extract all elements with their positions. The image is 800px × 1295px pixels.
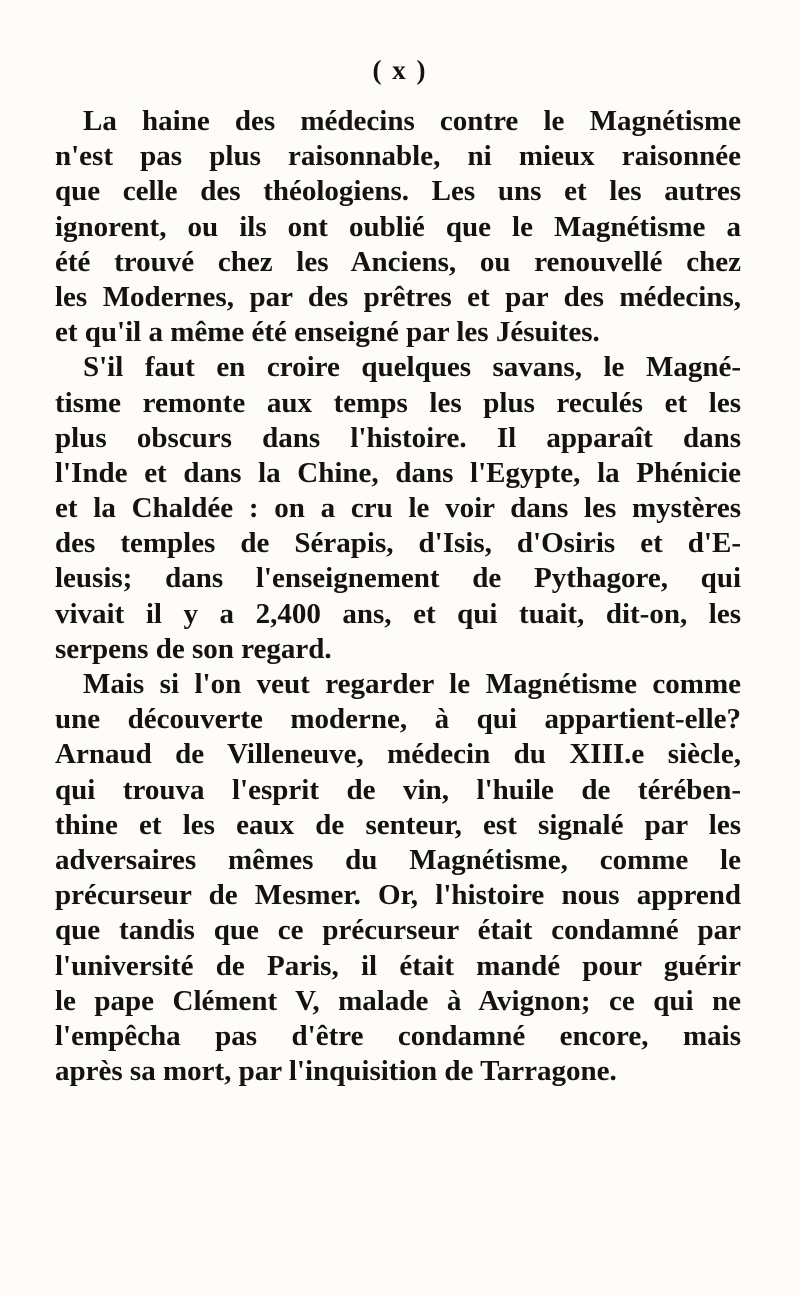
text-line: Arnaud de Villeneuve, médecin du XIII.e siècle, — [55, 738, 741, 771]
text-line: plus obscurs dans l'histoire. Il apparaît dans — [55, 421, 741, 454]
text-line: vivait il y a 2,400 ans, et qui tuait, dit-on, les — [55, 597, 741, 630]
text-line: des temples de Sérapis, d'Isis, d'Osiris et d'E- — [55, 527, 741, 560]
text-line: n'est pas plus raisonnable, ni mieux raisonnée — [55, 140, 741, 173]
text-line: une découverte moderne, à qui appartient-elle? — [55, 703, 741, 736]
text-line: tisme remonte aux temps les plus reculés et les — [55, 386, 741, 419]
page-body-text — [55, 104, 741, 1089]
text-line: leusis; dans l'enseignement de Pythagore, qui — [55, 562, 741, 595]
text-line: le pape Clément V, malade à Avignon; ce qui ne — [55, 984, 741, 1017]
text-line: qui trouva l'esprit de vin, l'huile de térében- — [55, 773, 741, 806]
text-line: thine et les eaux de senteur, est signalé par les — [55, 808, 741, 841]
text-line: serpens de son regard. — [55, 632, 332, 665]
page-number: ( x ) — [372, 55, 428, 85]
text-line: adversaires mêmes du Magnétisme, comme le — [55, 843, 741, 876]
text-line: ignorent, ou ils ont oublié que le Magnétisme a — [55, 210, 741, 243]
text-line: Mais si l'on veut regarder le Magnétisme comme — [83, 668, 741, 700]
text-line: été trouvé chez les Anciens, ou renouvellé chez — [55, 245, 741, 278]
text-line: l'Inde et dans la Chine, dans l'Egypte, la Phénicie — [55, 456, 741, 489]
text-line: et qu'il a même été enseigné par les Jésuites. — [55, 316, 600, 349]
text-line: que celle des théologiens. Les uns et les autres — [55, 175, 741, 208]
text-line: l'université de Paris, il était mandé pour guérir — [55, 949, 741, 982]
text-line: S'il faut en croire quelques savans, le Magné- — [83, 351, 741, 384]
text-line: les Modernes, par des prêtres et par des médecins, — [55, 280, 741, 313]
text-line: après sa mort, par l'inquisition de Tarragone. — [55, 1055, 617, 1088]
text-line: La haine des médecins contre le Magnétisme — [83, 105, 741, 137]
text-line: précurseur de Mesmer. Or, l'histoire nous apprend — [55, 879, 741, 912]
text-line: que tandis que ce précurseur était condamné par — [55, 914, 741, 947]
text-line: et la Chaldée : on a cru le voir dans les mystères — [55, 492, 741, 525]
text-line: l'empêcha pas d'être condamné encore, mais — [55, 1019, 741, 1052]
